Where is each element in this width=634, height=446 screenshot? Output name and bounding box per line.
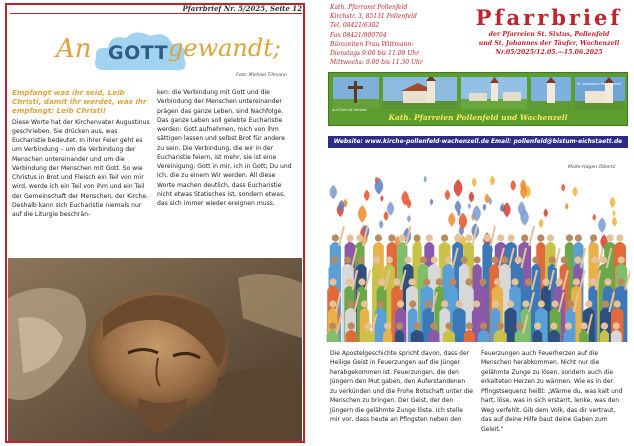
- contact-line: Mittwochs: 9.00 bis 11.30 Uhr: [330, 59, 423, 67]
- sculpture-image: [8, 258, 302, 441]
- article-lead-quote: Empfangt was ihr seid, Leib Christi, damit ihr werdet, was ihr empfangt: Leib Christi!: [12, 88, 147, 116]
- person-head: [332, 234, 339, 241]
- person-head: [377, 300, 384, 307]
- person-head: [329, 278, 336, 285]
- issue-header: Pfarrbrief Nr. 5/2025, Seite 12: [182, 4, 302, 13]
- crowd-image: [326, 174, 630, 342]
- person-head: [525, 278, 532, 285]
- pentecost-crowd-illustration: [326, 174, 630, 342]
- person-head: [413, 234, 420, 241]
- person-head: [537, 234, 544, 241]
- person-head: [388, 234, 395, 241]
- person-head: [430, 322, 437, 329]
- person-head: [573, 278, 580, 285]
- person-head: [480, 322, 487, 329]
- person-head: [474, 256, 481, 263]
- person-head: [534, 322, 541, 329]
- person-head: [378, 278, 385, 285]
- contact-line: Bürozeiten Frau Wittmann:: [330, 40, 414, 48]
- person-head: [425, 300, 432, 307]
- person-head: [431, 256, 438, 263]
- person-head: [356, 234, 363, 241]
- person-head: [329, 322, 336, 329]
- person-head: [384, 322, 391, 329]
- person-head: [386, 256, 393, 263]
- parish-contact-block: [330, 3, 480, 67]
- person-head: [606, 234, 613, 241]
- pentecost-body-2: Feuerzungen auch Feuerherzen auf die Menschen herabkommen. Nicht nur die gelähmte Zunge zu lösen, sondern auch die erkalteten Herzen zu wärmen. Wie es in der Pfingstsequenz heißt: „Wärme du, was kalt und hart, löse, was in sich erstarrt, lenke, was den Weg verfehlt. Gib dem Volk, das dir vertraut, das auf deine Hilfe baut deine Gaben zum Geleit.": [481, 350, 623, 433]
- article-title: [40, 22, 280, 74]
- person-head: [399, 234, 406, 241]
- person-head: [601, 322, 608, 329]
- image-credit: Maite Hagen Olbertz: [568, 165, 616, 170]
- person-head: [375, 234, 382, 241]
- person-head: [521, 234, 528, 241]
- person-head: [556, 278, 563, 285]
- person-head: [361, 300, 368, 307]
- person-head: [405, 256, 412, 263]
- person-head: [466, 322, 473, 329]
- person-head: [396, 322, 403, 329]
- person-head: [613, 322, 620, 329]
- person-head: [423, 278, 430, 285]
- person-head: [358, 278, 365, 285]
- person-head: [408, 278, 415, 285]
- pentecost-column-1: [330, 349, 473, 425]
- banner-photo-village: [461, 77, 527, 109]
- person-head: [445, 322, 452, 329]
- contact-line: Kirchstr. 3, 85131 Pollenfeld: [330, 13, 417, 21]
- title-part-gewandt: gewandt;: [168, 34, 281, 62]
- person-head: [542, 278, 549, 285]
- person-head: [565, 322, 572, 329]
- newsletter-subtitle: [468, 31, 630, 57]
- title-part-gott: GOTT: [108, 42, 169, 64]
- person-head: [590, 234, 597, 241]
- contact-line: Dienstags 9:00 bis 11.00 Uhr: [330, 50, 420, 58]
- person-head: [614, 300, 621, 307]
- person-head: [508, 234, 515, 241]
- person-head: [393, 278, 400, 285]
- subtitle-line: Nr.05/2025/12.05.—15.06.2025: [495, 48, 603, 56]
- person-head: [604, 278, 611, 285]
- article-body-2: ken: die Verbindung mit Gott und die Verbindung der Menschen untereinander prägen das ganze Leben, sind Nachfolge. Das ganze Leben soll gelebte Eucharistie werden: Gott aufnehmen, mich von ihm sättigen lassen und selbst Brot für andere zu sein. Die Verbindung, die wir in der Eucharistie feiern, ist mehr, sie ist eine Vereinigung: Gott in mir, ich in Gott; Du und Ich, die zu einem Wir werden. All diese Worte machen deutlich, dass Eucharistie nicht etwas Statisches ist, sondern etwas, das sich immer wieder ereignen muss.: [157, 89, 292, 207]
- person-head: [618, 256, 625, 263]
- person-head: [497, 234, 504, 241]
- banner-photo-cross: [333, 77, 379, 109]
- person-head: [436, 278, 443, 285]
- person-head: [600, 256, 607, 263]
- person-head: [516, 322, 523, 329]
- person-head: [449, 278, 456, 285]
- person-head: [494, 278, 501, 285]
- banner-photo-church-pollenfeld: [383, 77, 457, 109]
- contact-line: Fax 08421/900704: [330, 31, 387, 39]
- person-head: [532, 256, 539, 263]
- person-head: [484, 234, 491, 241]
- banner-photo-church-wachenzell: [575, 77, 625, 109]
- person-head: [465, 278, 472, 285]
- person-head: [346, 278, 353, 285]
- person-head: [492, 300, 499, 307]
- person-head: [445, 256, 452, 263]
- person-head: [358, 256, 365, 263]
- person-head: [461, 256, 468, 263]
- person-head: [602, 300, 609, 307]
- person-head: [567, 300, 574, 307]
- person-head: [617, 278, 624, 285]
- person-head: [549, 256, 556, 263]
- header-divider: [10, 13, 302, 14]
- article-column-1: [12, 88, 152, 219]
- banner-photo-church-small: [531, 77, 571, 109]
- subtitle-line: der Pfarreien St. Sixtus, Pollenfeld: [488, 31, 610, 38]
- person-head: [497, 322, 504, 329]
- person-head: [574, 256, 581, 263]
- person-head: [397, 300, 404, 307]
- subtitle-line: und St. Johannes der Täufer, Wachenzell: [478, 39, 620, 47]
- person-head: [373, 256, 380, 263]
- person-head: [426, 234, 433, 241]
- person-head: [441, 234, 448, 241]
- parish-banner: [328, 72, 628, 126]
- person-head: [585, 300, 592, 307]
- person-head: [507, 300, 514, 307]
- person-head: [456, 300, 463, 307]
- person-head: [522, 300, 529, 307]
- person-head: [589, 278, 596, 285]
- person-head: [591, 256, 598, 263]
- christ-sculpture-photo: [8, 258, 302, 441]
- person-head: [441, 300, 448, 307]
- person-head: [365, 322, 372, 329]
- person-head: [566, 234, 573, 241]
- person-head: [329, 300, 336, 307]
- person-head: [581, 322, 588, 329]
- person-head: [538, 300, 545, 307]
- contact-line: Tel. 08421/6302: [330, 22, 380, 30]
- person-head: [561, 256, 568, 263]
- person-head: [473, 300, 480, 307]
- banner-title: Kath. Pfarreien Pollenfeld und Wachenzell: [388, 113, 568, 122]
- person-head: [550, 322, 557, 329]
- person-head: [344, 256, 351, 263]
- photo-credit: Foto: Michael Tillmann: [236, 73, 287, 78]
- person-head: [491, 256, 498, 263]
- person-head: [331, 256, 338, 263]
- person-head: [511, 278, 518, 285]
- title-part-an: An: [56, 34, 92, 64]
- person-head: [347, 300, 354, 307]
- person-head: [479, 278, 486, 285]
- person-head: [501, 256, 508, 263]
- person-head: [616, 234, 623, 241]
- article-body-1: Diese Worte hat der Kirchenvater Augustinus geschrieben. Sie drücken aus, was Eucharistie bedeutet. In ihrer Feier geht es um Verbindung – um die Verbindung der Menschen untereinander und um die Verbindung der Menschen mit Gott. So wie Christus in Brot und Fleisch ein Teil von mir wird, werde ich ein Teil von ihm und ein Teil der Gemeinschaft der Menschen, der Kirche. Deshalb kann sich Eucharistie niemals nur auf die Liturgie beschrän-: [12, 118, 150, 219]
- person-head: [465, 234, 472, 241]
- contact-line: Kath. Pfarramt Pollenfeld: [330, 4, 408, 11]
- person-head: [346, 234, 353, 241]
- pentecost-column-2: [481, 349, 627, 434]
- right-page: [318, 0, 634, 446]
- newsletter-title: Pfarrbrief: [475, 5, 623, 30]
- person-head: [575, 234, 582, 241]
- pentecost-body-1: Die Apostelgeschichte spricht davon, dass der Heilige Geist in Feuerzungen auf die Jünger herabgekommen ist. Feuerzungen, die den Jüngern den Mut gaben, den Auferstandenen zu verkünden und die Frohe Botschaft unter die Menschen zu bringen. Der Geist, der den Jüngern die gelähmte Zunge löste. Ich stelle mir vor, dass heute an Pfingsten neben den: [330, 350, 473, 424]
- banner-motto: Auf Gott ist Verlass: [332, 108, 367, 112]
- person-head: [515, 256, 522, 263]
- person-head: [454, 234, 461, 241]
- article-column-2: [157, 88, 293, 208]
- person-head: [547, 234, 554, 241]
- left-page: [0, 0, 316, 446]
- website-email-bar[interactable]: Website: www.kirche-pollenfeld-wachenzell.de Email: pollenfeld@bistum-eichstaett.de: [328, 136, 628, 148]
- person-head: [420, 256, 427, 263]
- person-head: [409, 300, 416, 307]
- person-head: [552, 300, 559, 307]
- person-head: [413, 322, 420, 329]
- person-head: [348, 322, 355, 329]
- church-label-text: St. Johannes Wachenzell: [577, 82, 621, 86]
